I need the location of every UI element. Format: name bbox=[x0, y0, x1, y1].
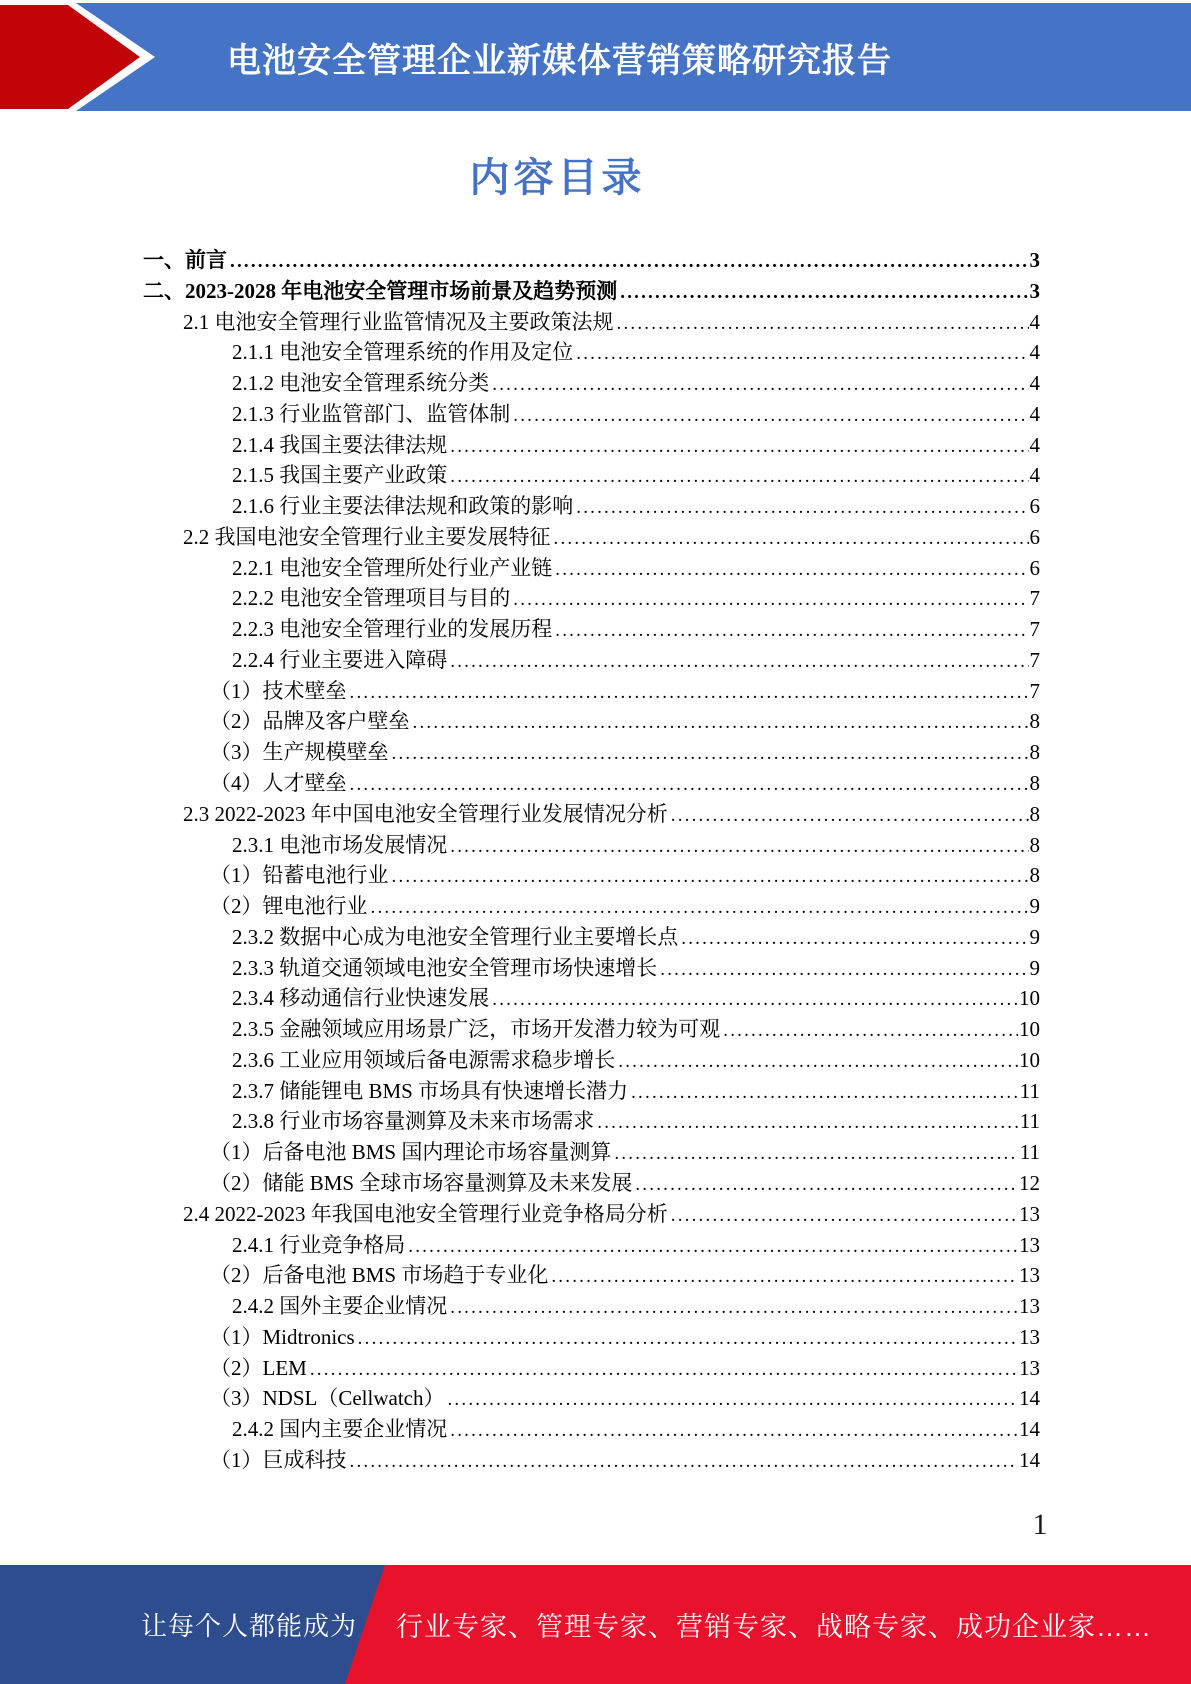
toc-entry[interactable] bbox=[143, 1105, 1040, 1136]
toc-entry-text: （1）技术壁垒 bbox=[210, 678, 347, 703]
toc-entry[interactable] bbox=[143, 1290, 1040, 1321]
toc-dot-leader bbox=[450, 433, 1028, 458]
toc-entry[interactable] bbox=[143, 952, 1040, 983]
toc-entry-text: （2）后备电池 BMS 市场趋于专业化 bbox=[210, 1263, 549, 1288]
toc-entry[interactable] bbox=[143, 829, 1040, 860]
toc-entry-page-number: 3 bbox=[1029, 278, 1040, 303]
toc-entry-page-number: 14 bbox=[1019, 1417, 1040, 1442]
toc-entry[interactable] bbox=[143, 644, 1040, 675]
report-title: 电池安全管理企业新媒体营销策略研究报告 bbox=[227, 41, 892, 80]
toc-entry-text: （4）人才壁垒 bbox=[210, 771, 347, 796]
toc-entry-page-number: 7 bbox=[1029, 586, 1040, 611]
toc-entry-text: （1）铅蓄电池行业 bbox=[210, 863, 389, 888]
toc-entry[interactable] bbox=[143, 1321, 1040, 1352]
toc-entry-text: （1）Midtronics bbox=[210, 1324, 355, 1349]
toc-dot-leader bbox=[723, 1017, 1018, 1042]
page-number: 1 bbox=[1032, 1508, 1048, 1541]
toc-entry[interactable] bbox=[143, 736, 1040, 767]
toc-dot-leader bbox=[681, 925, 1028, 950]
toc-dot-leader bbox=[408, 1233, 1018, 1258]
toc-entry[interactable] bbox=[143, 859, 1040, 890]
toc-dot-leader bbox=[576, 494, 1028, 519]
toc-entry[interactable] bbox=[143, 1167, 1040, 1198]
toc-entry-page-number: 13 bbox=[1019, 1201, 1040, 1226]
toc-dot-leader bbox=[450, 1417, 1018, 1442]
toc-entry-text: 2.3.2 数据中心成为电池安全管理行业主要增长点 bbox=[232, 924, 679, 949]
toc-entry-text: （2）锂电池行业 bbox=[210, 894, 368, 919]
toc-dot-leader bbox=[371, 894, 1029, 919]
toc-entry-text: 2.3.5 金融领域应用场景广泛，市场开发潜力较为可观 bbox=[232, 1017, 721, 1042]
report-header-banner bbox=[0, 3, 1191, 111]
toc-entry-page-number: 6 bbox=[1029, 524, 1040, 549]
toc-dot-leader bbox=[555, 556, 1028, 581]
toc-entry[interactable] bbox=[143, 1013, 1040, 1044]
toc-entry[interactable] bbox=[143, 275, 1040, 306]
toc-dot-leader bbox=[450, 833, 1028, 858]
toc-entry[interactable] bbox=[143, 1444, 1040, 1475]
toc-entry[interactable] bbox=[143, 244, 1040, 275]
toc-entry-text: （1）后备电池 BMS 国内理论市场容量测算 bbox=[210, 1140, 612, 1165]
toc-entry-page-number: 7 bbox=[1029, 617, 1040, 642]
toc-entry-page-number: 14 bbox=[1019, 1447, 1040, 1472]
toc-entry-page-number: 6 bbox=[1029, 555, 1040, 580]
toc-entry[interactable] bbox=[143, 336, 1040, 367]
toc-entry-text: 2.1.6 行业主要法律法规和政策的影响 bbox=[232, 494, 574, 519]
toc-entry-page-number: 8 bbox=[1029, 740, 1040, 765]
toc-dot-leader bbox=[551, 1263, 1018, 1288]
toc-entry-page-number: 12 bbox=[1019, 1170, 1040, 1195]
toc-entry[interactable] bbox=[143, 306, 1040, 337]
toc-entry[interactable] bbox=[143, 705, 1040, 736]
toc-entry-page-number: 4 bbox=[1029, 371, 1040, 396]
toc-dot-leader bbox=[671, 802, 1029, 827]
toc-entry[interactable] bbox=[143, 1229, 1040, 1260]
toc-dot-leader bbox=[660, 956, 1028, 981]
toc-entry-text: 一、前言 bbox=[143, 248, 227, 272]
toc-entry-text: 2.4.2 国外主要企业情况 bbox=[232, 1294, 448, 1319]
toc-entry-text: 2.3.3 轨道交通领域电池安全管理市场快速增长 bbox=[232, 955, 658, 980]
toc-entry[interactable] bbox=[143, 675, 1040, 706]
toc-entry-text: 二、2023-2028 年电池安全管理市场前景及趋势预测 bbox=[143, 278, 618, 303]
toc-dot-leader bbox=[350, 1448, 1019, 1473]
toc-entry-text: 2.3.1 电池市场发展情况 bbox=[232, 832, 448, 857]
toc-entry-page-number: 8 bbox=[1029, 832, 1040, 857]
toc-dot-leader bbox=[492, 986, 1018, 1011]
toc-entry-page-number: 11 bbox=[1019, 1109, 1040, 1134]
toc-entry[interactable] bbox=[143, 1198, 1040, 1229]
toc-entry-page-number: 11 bbox=[1019, 1140, 1040, 1165]
toc-dot-leader bbox=[392, 863, 1029, 888]
toc-dot-leader bbox=[614, 1140, 1018, 1165]
toc-entry[interactable] bbox=[143, 1259, 1040, 1290]
header-arrow-icon bbox=[0, 3, 160, 111]
toc-entry-page-number: 3 bbox=[1029, 248, 1040, 272]
toc-entry-text: 2.1.3 行业监管部门、监管体制 bbox=[232, 401, 511, 426]
toc-entry-page-number: 7 bbox=[1029, 678, 1040, 703]
toc-entry-text: （1）巨成科技 bbox=[210, 1447, 347, 1472]
toc-entry-text: 2.2.3 电池安全管理行业的发展历程 bbox=[232, 617, 553, 642]
toc-entry[interactable] bbox=[143, 367, 1040, 398]
footer-right-slogan: 行业专家、管理专家、营销专家、战略专家、成功企业家…… bbox=[396, 1612, 1152, 1642]
toc-entry-text: （2）储能 BMS 全球市场容量测算及未来发展 bbox=[210, 1170, 633, 1195]
toc-entry[interactable] bbox=[143, 613, 1040, 644]
toc-entry[interactable] bbox=[143, 459, 1040, 490]
toc-entry-page-number: 4 bbox=[1029, 340, 1040, 365]
toc-dot-leader bbox=[450, 1294, 1018, 1319]
toc-entry[interactable] bbox=[143, 1075, 1040, 1106]
toc-entry-text: 2.2.4 行业主要进入障碍 bbox=[232, 647, 448, 672]
toc-entry[interactable] bbox=[143, 798, 1040, 829]
toc-entry-page-number: 13 bbox=[1019, 1324, 1040, 1349]
toc-title: 内容目录 bbox=[469, 155, 646, 200]
toc-entry[interactable] bbox=[143, 429, 1040, 460]
toc-entry-page-number: 4 bbox=[1029, 463, 1040, 488]
toc-entry-text: 2.3 2022-2023 年中国电池安全管理行业发展情况分析 bbox=[183, 801, 668, 826]
toc-entry[interactable] bbox=[143, 767, 1040, 798]
toc-entry-page-number: 11 bbox=[1019, 1078, 1040, 1103]
toc-entry-text: （3）生产规模壁垒 bbox=[210, 740, 389, 765]
toc-entry-text: 2.2.2 电池安全管理项目与目的 bbox=[232, 586, 511, 611]
toc-entry-text: 2.4 2022-2023 年我国电池安全管理行业竞争格局分析 bbox=[183, 1201, 668, 1226]
toc-dot-leader bbox=[450, 463, 1028, 488]
toc-dot-leader bbox=[555, 617, 1028, 642]
toc-dot-leader bbox=[230, 248, 1029, 273]
toc-dot-leader bbox=[413, 709, 1029, 734]
toc-dot-leader bbox=[617, 310, 1029, 335]
toc-entry-text: 2.3.7 储能锂电 BMS 市场具有快速增长潜力 bbox=[232, 1078, 629, 1103]
toc-dot-leader bbox=[597, 1109, 1019, 1134]
toc-dot-leader bbox=[447, 1386, 1018, 1411]
toc-dot-leader bbox=[392, 740, 1029, 765]
toc-entry-text: （2）品牌及客户壁垒 bbox=[210, 709, 410, 734]
toc-entry-text: 2.2 我国电池安全管理行业主要发展特征 bbox=[183, 524, 551, 549]
toc-dot-leader bbox=[620, 279, 1028, 304]
toc-entry[interactable] bbox=[143, 1352, 1040, 1383]
toc-entry-text: （2）LEM bbox=[210, 1355, 307, 1380]
toc-entry[interactable] bbox=[143, 921, 1040, 952]
toc-dot-leader bbox=[350, 771, 1029, 796]
toc-entry-page-number: 10 bbox=[1019, 986, 1040, 1011]
toc-entry[interactable] bbox=[143, 1382, 1040, 1413]
toc-dot-leader bbox=[450, 648, 1028, 673]
toc-entry-text: 2.4.1 行业竞争格局 bbox=[232, 1232, 406, 1257]
toc-entry-text: （3）NDSL（Cellwatch） bbox=[210, 1386, 445, 1411]
toc-list bbox=[143, 244, 1040, 1475]
toc-entry-page-number: 8 bbox=[1029, 863, 1040, 888]
toc-dot-leader bbox=[671, 1202, 1018, 1227]
toc-entry-page-number: 10 bbox=[1019, 1047, 1040, 1072]
toc-entry-text: 2.3.6 工业应用领域后备电源需求稳步增长 bbox=[232, 1047, 616, 1072]
toc-entry-text: 2.1 电池安全管理行业监管情况及主要政策法规 bbox=[183, 309, 614, 334]
toc-entry[interactable] bbox=[143, 398, 1040, 429]
toc-dot-leader bbox=[635, 1171, 1018, 1196]
toc-entry-page-number: 6 bbox=[1029, 494, 1040, 519]
toc-entry[interactable] bbox=[143, 1044, 1040, 1075]
toc-entry[interactable] bbox=[143, 1413, 1040, 1444]
toc-entry-page-number: 13 bbox=[1019, 1232, 1040, 1257]
toc-dot-leader bbox=[513, 402, 1028, 427]
toc-entry[interactable] bbox=[143, 552, 1040, 583]
toc-dot-leader bbox=[513, 586, 1028, 611]
toc-entry-text: 2.1.1 电池安全管理系统的作用及定位 bbox=[232, 340, 574, 365]
toc-entry-text: 2.3.4 移动通信行业快速发展 bbox=[232, 986, 490, 1011]
toc-entry-page-number: 13 bbox=[1019, 1355, 1040, 1380]
toc-dot-leader bbox=[350, 679, 1029, 704]
toc-entry-page-number: 4 bbox=[1029, 309, 1040, 334]
toc-entry-page-number: 8 bbox=[1029, 801, 1040, 826]
toc-dot-leader bbox=[576, 340, 1028, 365]
toc-entry-page-number: 14 bbox=[1019, 1386, 1040, 1411]
toc-entry-page-number: 10 bbox=[1019, 1017, 1040, 1042]
toc-entry[interactable] bbox=[143, 982, 1040, 1013]
toc-entry-page-number: 4 bbox=[1029, 432, 1040, 457]
toc-entry[interactable] bbox=[143, 890, 1040, 921]
toc-entry-page-number: 4 bbox=[1029, 401, 1040, 426]
toc-dot-leader bbox=[631, 1079, 1019, 1104]
footer-left-slogan: 让每个人都能成为 bbox=[141, 1611, 358, 1641]
toc-entry-page-number: 8 bbox=[1029, 771, 1040, 796]
toc-entry-text: 2.1.5 我国主要产业政策 bbox=[232, 463, 448, 488]
toc-entry-text: 2.3.8 行业市场容量测算及未来市场需求 bbox=[232, 1109, 595, 1134]
toc-entry-page-number: 9 bbox=[1029, 955, 1040, 980]
toc-entry-page-number: 13 bbox=[1019, 1263, 1040, 1288]
toc-entry[interactable] bbox=[143, 490, 1040, 521]
toc-entry-page-number: 8 bbox=[1029, 709, 1040, 734]
toc-entry[interactable] bbox=[143, 582, 1040, 613]
toc-dot-leader bbox=[618, 1048, 1018, 1073]
toc-entry[interactable] bbox=[143, 1136, 1040, 1167]
toc-entry-text: 2.1.4 我国主要法律法规 bbox=[232, 432, 448, 457]
toc-entry-page-number: 7 bbox=[1029, 647, 1040, 672]
toc-dot-leader bbox=[554, 525, 1029, 550]
footer-banner bbox=[0, 1565, 1191, 1684]
toc-entry-text: 2.1.2 电池安全管理系统分类 bbox=[232, 371, 490, 396]
toc-entry-page-number: 9 bbox=[1029, 924, 1040, 949]
toc-entry-page-number: 9 bbox=[1029, 894, 1040, 919]
toc-dot-leader bbox=[492, 371, 1028, 396]
toc-dot-leader bbox=[310, 1356, 1018, 1381]
toc-entry[interactable] bbox=[143, 521, 1040, 552]
toc-entry-text: 2.4.2 国内主要企业情况 bbox=[232, 1417, 448, 1442]
toc-entry-text: 2.2.1 电池安全管理所处行业产业链 bbox=[232, 555, 553, 580]
toc-dot-leader bbox=[358, 1325, 1018, 1350]
toc-entry-page-number: 13 bbox=[1019, 1294, 1040, 1319]
